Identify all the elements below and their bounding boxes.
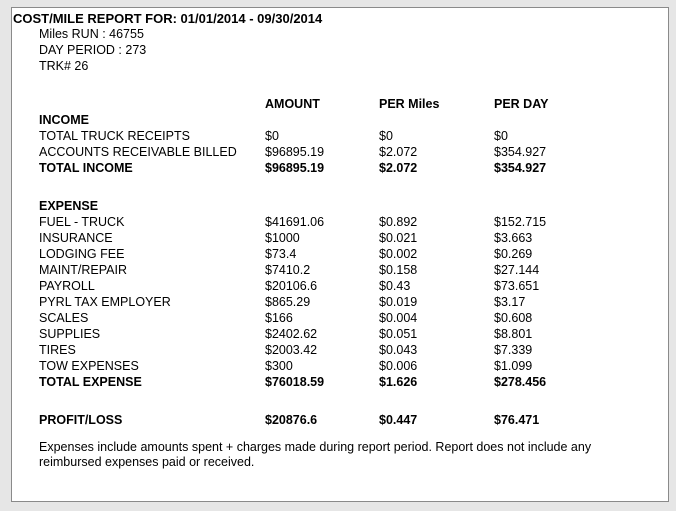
row-label: TOW EXPENSES — [39, 359, 139, 373]
row-per-mile: $2.072 — [379, 145, 418, 159]
row-amount: $41691.06 — [265, 215, 325, 229]
row-label: ACCOUNTS RECEIVABLE BILLED — [39, 145, 237, 159]
table-row — [12, 246, 668, 262]
row-amount: $20106.6 — [265, 279, 318, 293]
row-per-day: $3.663 — [494, 231, 533, 245]
profit-loss-row — [12, 412, 668, 428]
row-per-mile: $0.019 — [379, 295, 418, 309]
row-per-mile: $0.43 — [379, 279, 411, 293]
row-per-mile: $1.626 — [379, 375, 418, 389]
row-per-mile: $0.006 — [379, 359, 418, 373]
row-label: TOTAL INCOME — [39, 161, 133, 175]
table-row — [12, 294, 668, 310]
table-row — [12, 278, 668, 294]
row-per-day: $73.651 — [494, 279, 540, 293]
table-row — [12, 358, 668, 374]
row-per-day: $8.801 — [494, 327, 533, 341]
row-amount: $20876.6 — [265, 413, 318, 427]
table-row — [12, 230, 668, 246]
day-period: DAY PERIOD : 273 — [39, 43, 147, 57]
row-amount: $2402.62 — [265, 327, 318, 341]
row-amount: $865.29 — [265, 295, 311, 309]
table-row — [12, 144, 668, 160]
table-row — [12, 214, 668, 230]
row-label: INSURANCE — [39, 231, 113, 245]
row-label: PROFIT/LOSS — [39, 413, 123, 427]
income-heading-row — [12, 112, 668, 128]
row-label: PAYROLL — [39, 279, 95, 293]
row-label: PYRL TAX EMPLOYER — [39, 295, 171, 309]
truck-number: TRK# 26 — [39, 59, 89, 73]
row-per-day: $0.608 — [494, 311, 533, 325]
table-row — [12, 262, 668, 278]
row-per-day: $0.269 — [494, 247, 533, 261]
row-amount: $2003.42 — [265, 343, 318, 357]
row-label: SCALES — [39, 311, 89, 325]
row-amount: $96895.19 — [265, 161, 325, 175]
column-header-row — [12, 96, 668, 112]
column-amount: AMOUNT — [265, 97, 320, 111]
expense-heading: EXPENSE — [39, 199, 99, 213]
row-per-mile: $0.021 — [379, 231, 418, 245]
row-per-mile: $2.072 — [379, 161, 418, 175]
row-amount: $166 — [265, 311, 293, 325]
expense-heading-row — [12, 198, 668, 214]
income-heading: INCOME — [39, 113, 89, 127]
row-per-mile: $0.447 — [379, 413, 418, 427]
row-per-mile: $0 — [379, 129, 393, 143]
row-amount: $300 — [265, 359, 293, 373]
row-label: LODGING FEE — [39, 247, 125, 261]
table-row — [12, 326, 668, 342]
row-per-day: $278.456 — [494, 375, 547, 389]
row-amount: $73.4 — [265, 247, 297, 261]
row-per-day: $27.144 — [494, 263, 540, 277]
row-label: FUEL - TRUCK — [39, 215, 125, 229]
column-per-day: PER DAY — [494, 97, 549, 111]
row-per-day: $0 — [494, 129, 508, 143]
row-per-mile: $0.892 — [379, 215, 418, 229]
row-amount: $96895.19 — [265, 145, 325, 159]
row-label: TOTAL TRUCK RECEIPTS — [39, 129, 190, 143]
row-per-day: $7.339 — [494, 343, 533, 357]
row-per-mile: $0.043 — [379, 343, 418, 357]
row-per-day: $76.471 — [494, 413, 540, 427]
row-amount: $0 — [265, 129, 279, 143]
row-per-day: $1.099 — [494, 359, 533, 373]
report-title: COST/MILE REPORT FOR: 01/01/2014 - 09/30/2014 — [13, 11, 323, 26]
row-label: TOTAL EXPENSE — [39, 375, 142, 389]
miles-run: Miles RUN : 46755 — [39, 27, 144, 41]
row-per-mile: $0.002 — [379, 247, 418, 261]
total-expense-row — [12, 374, 668, 390]
row-per-day: $152.715 — [494, 215, 547, 229]
row-per-mile: $0.158 — [379, 263, 418, 277]
row-per-day: $3.17 — [494, 295, 526, 309]
column-per-miles: PER Miles — [379, 97, 440, 111]
row-label: TIRES — [39, 343, 76, 357]
row-label: SUPPLIES — [39, 327, 101, 341]
row-amount: $7410.2 — [265, 263, 311, 277]
table-row — [12, 128, 668, 144]
row-per-mile: $0.051 — [379, 327, 418, 341]
table-row — [12, 342, 668, 358]
row-amount: $1000 — [265, 231, 300, 245]
cost-mile-report — [11, 7, 669, 502]
row-label: MAINT/REPAIR — [39, 263, 127, 277]
row-per-mile: $0.004 — [379, 311, 418, 325]
row-amount: $76018.59 — [265, 375, 325, 389]
report-note: Expenses include amounts spent + charges made during report period. Report does not include any reimbursed expenses paid or received. — [39, 440, 592, 469]
row-per-day: $354.927 — [494, 145, 547, 159]
table-row — [12, 310, 668, 326]
row-per-day: $354.927 — [494, 161, 547, 175]
total-income-row — [12, 160, 668, 176]
